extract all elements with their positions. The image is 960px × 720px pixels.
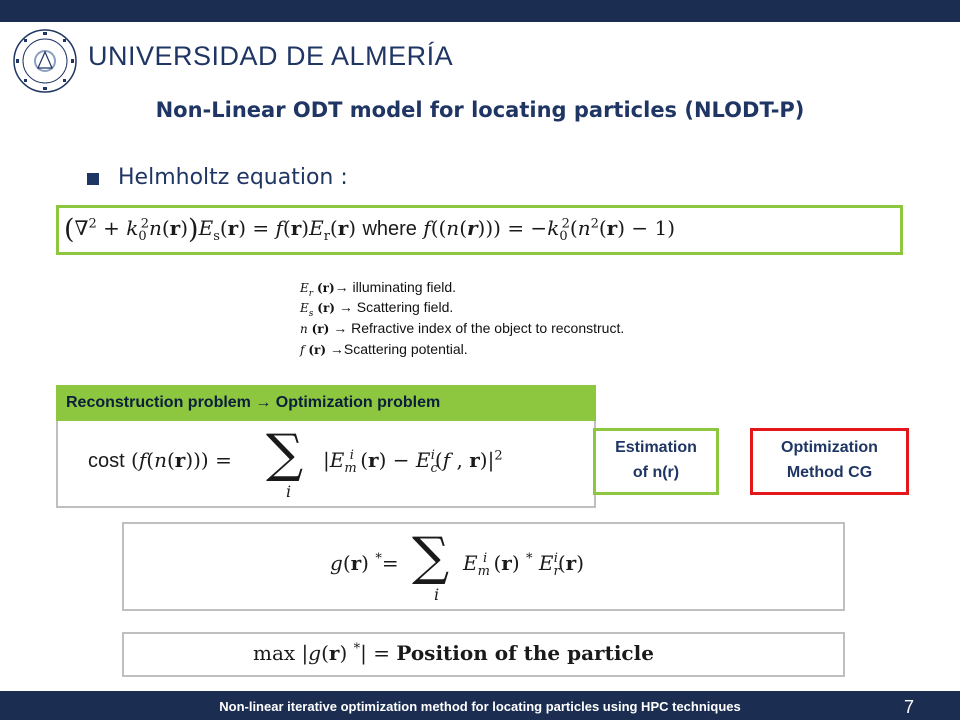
legend-text: → Refractive index of the object to reconstruct. — [333, 320, 625, 336]
slide-title: Non-Linear ODT model for locating particles (NLODT-P) — [155, 98, 805, 122]
estimation-text — [593, 435, 719, 485]
legend-item: $E_s$ (r) → Scattering field. — [300, 299, 454, 319]
university-seal-logo — [12, 28, 78, 94]
optimization-text — [750, 435, 909, 485]
max-equation: max |g(r) *| = Position of the particle — [253, 641, 654, 665]
summation-index: i — [434, 585, 440, 604]
legend-item: $E_r$ (r)→ illuminating field. — [300, 279, 457, 299]
summation-symbol: ∑ — [266, 424, 304, 484]
summation-index: i — [286, 482, 292, 501]
top-bar — [0, 0, 960, 22]
max-word: max — [253, 641, 296, 665]
gradient-equation-rhs: $E_m^i$ (r) * $E_r^i(r)$ — [463, 551, 585, 579]
where-word: where — [362, 218, 417, 240]
estimation-line1: Estimation — [615, 439, 697, 456]
gradient-equation-lhs: g(r) *= — [330, 551, 399, 575]
position-of-particle: Position of the particle — [396, 641, 654, 665]
summation-symbol: ∑ — [412, 527, 450, 587]
bullet-helmholtz: Helmholtz equation : — [118, 165, 348, 190]
estimation-line2: of n(r) — [632, 464, 680, 481]
cost-equation: cost (f(n(r))) = — [88, 448, 232, 472]
legend-text: → Scattering field. — [338, 299, 454, 315]
legend-item: f (r) →Scattering potential. — [300, 341, 468, 357]
optimization-line1: Optimization — [781, 439, 878, 456]
legend-text: →Scattering potential. — [329, 341, 468, 357]
reconstruction-header: Reconstruction problem → Optimization problem — [56, 385, 596, 421]
university-name: UNIVERSIDAD DE ALMERÍA — [88, 41, 454, 71]
legend-item: n (r) → Refractive index of the object to reconstruct. — [300, 320, 625, 336]
footer-text: Non-linear iterative optimization method for locating particles using HPC techniques — [219, 699, 741, 714]
bullet-square-icon — [87, 173, 99, 185]
cost-equation-rhs: $|E_m^i$ $(r) - E_c^i(f$ , $r)|^2$ — [323, 448, 503, 476]
optimization-line2: Method CG — [786, 464, 873, 481]
helmholtz-equation: $(\nabla^2 + k_0^2n(r))E_s(r) = f(r)E_r(r)$ where $f((n(r))) = -k_0^2(n^2(r) - 1)$ — [64, 214, 676, 245]
page-number: 7 — [904, 697, 915, 717]
cost-word: cost — [88, 450, 125, 472]
legend-text: → illuminating field. — [334, 279, 457, 295]
